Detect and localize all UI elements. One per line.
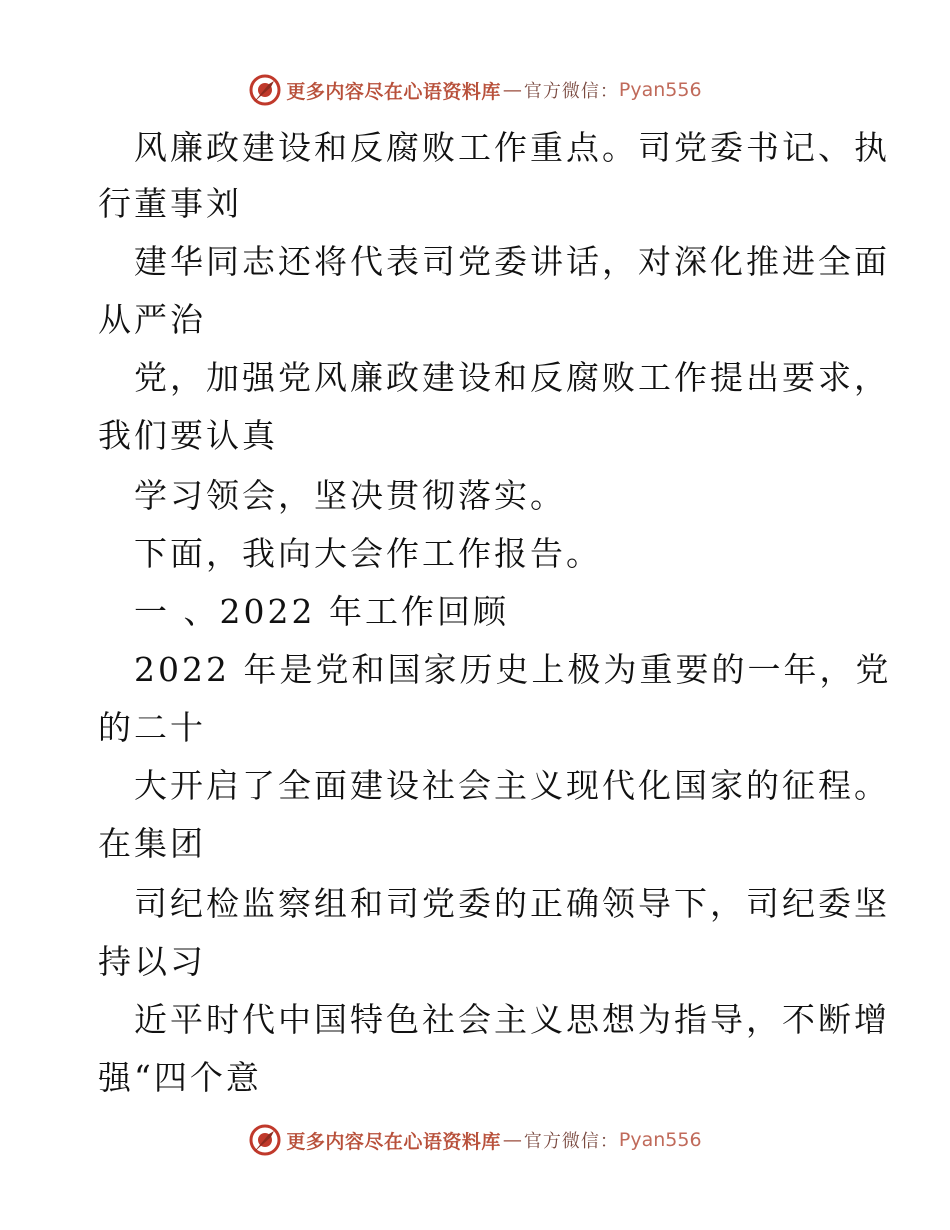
header-watermark [0,70,950,110]
text-line: 下面，我向大会作工作报告。 [134,534,602,573]
header-wechat-label: 官方微信： [523,81,619,102]
text-line: 大开启了全面建设社会主义现代化国家的征程。 [134,766,890,805]
text-line: 的二十 [98,708,206,747]
text-line: 在集团 [98,824,206,863]
header-brand: 更多内容尽在心语资料库 [286,80,501,103]
footer-dash: — [502,1129,522,1151]
header-wechat-id: Pyan556 [618,79,702,101]
section-heading: 一 、2022 年工作回顾 [134,592,509,631]
text-line: 学习领会，坚决贯彻落实。 [134,476,566,515]
text-line: 风廉政建设和反腐败工作重点。司党委书记、执 [134,128,890,167]
text-line: 司纪检监察组和司党委的正确领导下，司纪委坚 [134,884,890,923]
footer-wechat-id: Pyan556 [618,1129,702,1151]
text-line: 强“四个意 [98,1058,262,1097]
text-line: 建华同志还将代表司党委讲话，对深化推进全面 [134,242,890,281]
text-line: 从严治 [98,300,206,339]
footer-brand: 更多内容尽在心语资料库 [286,1130,501,1153]
header-dash: — [502,79,522,101]
text-line: 我们要认真 [98,416,278,455]
text-line: 2022 年是党和国家历史上极为重要的一年，党 [134,650,892,689]
footer-wechat-label: 官方微信： [523,1131,619,1152]
brush-logo-icon [248,1123,282,1157]
text-line: 持以习 [98,942,206,981]
text-line: 党，加强党风廉政建设和反腐败工作提出要求， [134,358,890,397]
brush-logo-icon [248,73,282,107]
footer-watermark [0,1120,950,1160]
text-line: 近平时代中国特色社会主义思想为指导，不断增 [134,1000,890,1039]
text-line: 行董事刘 [98,184,242,223]
